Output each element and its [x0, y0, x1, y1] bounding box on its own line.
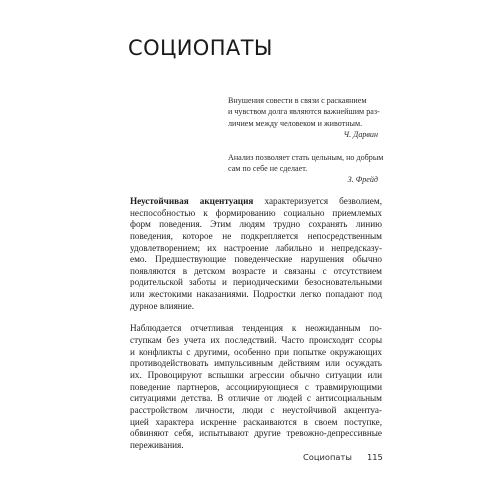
epigraph-line: сам по себе не сделает.: [228, 163, 308, 173]
epigraph-line: Внушения совести в связи с раскаянием: [228, 96, 367, 105]
paragraph-line: [130, 196, 382, 208]
chapter-title: СОЦИОПАТЫ: [128, 36, 273, 60]
paragraph-line: родительской заботы и периодическими безосновательными: [130, 277, 382, 288]
paragraph-line: ситуациями детства. В отличие от людей с антисоциальным: [130, 393, 382, 404]
paragraph-gap: [130, 312, 382, 323]
epigraph: [228, 152, 384, 186]
line-text: характеризуется безволием,: [253, 196, 382, 206]
page-footer: [0, 452, 500, 466]
paragraph-line: дурное влияние.: [130, 300, 195, 311]
paragraph-line: их. Провоцируют вспышки агрессии обычно ситуации или: [130, 369, 382, 380]
paragraph-line: появляются в детском возрасте и связаны с отсутствием: [130, 265, 382, 276]
epigraph-line: и чувством долга являются важнейшим раз-: [228, 107, 380, 117]
paragraph: [130, 323, 382, 451]
paragraph-line: ступкам без учета их последствий. Часто происходят ссоры: [130, 335, 382, 346]
paragraph-line: цией характера искренне раскаиваются в своем поступке,: [130, 416, 382, 427]
paragraph-line: удовлетворением; их настроение лабильно и непредсказу-: [130, 242, 382, 253]
paragraph-line: или жестокими наказаниями. Подростки легко попадают под: [130, 289, 382, 300]
paragraph-line: поведения, которое не подкрепляется непосредственным: [130, 230, 382, 241]
paragraph-line: форм поведения. Этим людям трудно сохранять линию: [130, 219, 382, 230]
epigraph-author: Ч. Дарвин: [343, 130, 378, 140]
epigraph-author: З. Фрейд: [347, 175, 378, 185]
paragraph-line: переживания.: [130, 439, 184, 450]
paragraph-line: емо. Предшествующие поведенческие нарушения обычно: [130, 254, 382, 265]
paragraph: [130, 196, 382, 312]
paragraph-line: Наблюдается отчетливая тенденция к неожиданным по-: [130, 323, 382, 334]
body-text: [130, 196, 382, 451]
epigraph-line: личием между человеком и животным.: [228, 118, 363, 128]
bold-term: Неустойчивая акцентуация: [130, 196, 254, 206]
paragraph-line: неспособностью к формированию социально приемлемых: [130, 207, 382, 218]
paragraph-line: расстройством личности, люди с неустойчивой акцентуа-: [130, 404, 382, 415]
paragraph-line: обвиняют себя, испытывают другие тревожно-депрессивные: [130, 428, 382, 439]
page-number: 115: [367, 452, 383, 462]
paragraph-line: и конфликты с другими, особенно при попытке окружающих: [130, 346, 382, 357]
running-title: Социопаты: [303, 452, 352, 462]
paragraph-line: противодействовать импульсивным действиям или осуждать: [130, 358, 382, 369]
paragraph-line: поведение партнеров, ассоциирующиеся с травмирующими: [130, 381, 382, 392]
epigraphs: [228, 95, 384, 197]
epigraph: [228, 95, 378, 141]
epigraph-line: Анализ позволяет стать цельным, но добрым: [228, 152, 384, 162]
